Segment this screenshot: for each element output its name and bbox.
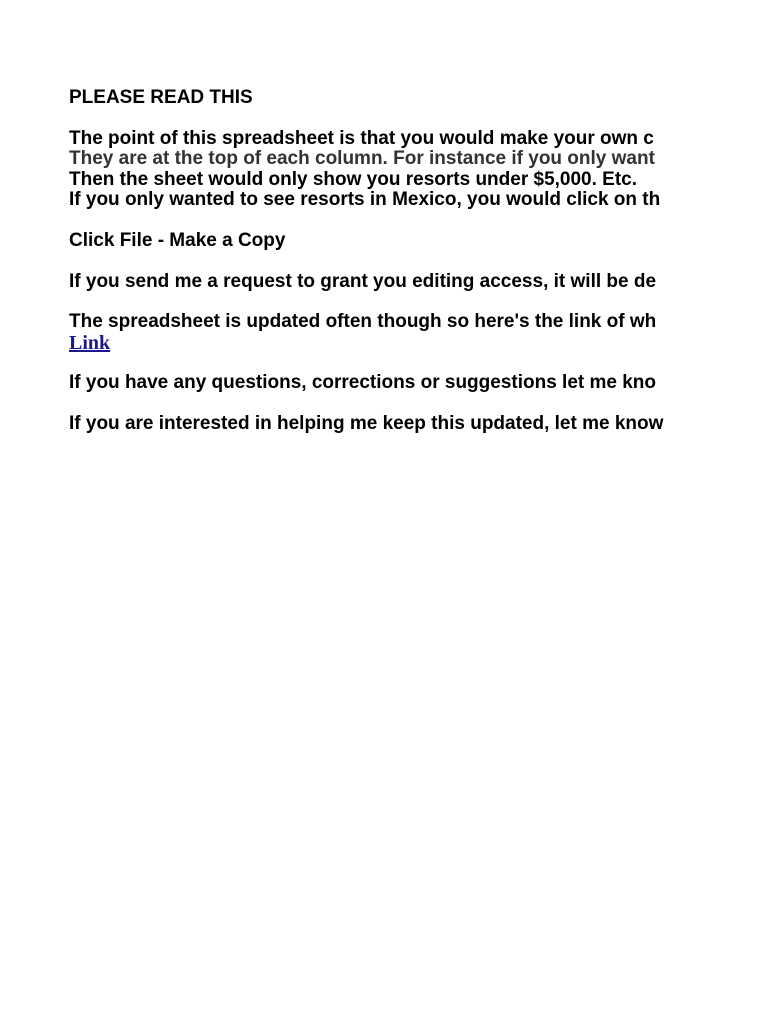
helping-note: If you are interested in helping me keep this updated, let me know: [69, 414, 664, 435]
paragraph-line: The point of this spreadsheet is that you would make your own c: [69, 128, 654, 149]
editing-note: If you send me a request to grant you editing access, it will be de: [69, 271, 657, 292]
spreadsheet-link[interactable]: Link: [69, 332, 111, 354]
spacer: [69, 394, 684, 414]
spacer: [69, 210, 684, 230]
questions-note: If you have any questions, corrections or suggestions let me kno: [69, 373, 657, 394]
paragraph-line: They are at the top of each column. For instance if you only want: [69, 149, 655, 170]
spacer: [69, 251, 684, 271]
link-line: [69, 333, 684, 353]
spacer: [69, 353, 684, 373]
spacer: [69, 292, 684, 312]
paragraph-line: If you only wanted to see resorts in Mexico, you would click on th: [69, 189, 661, 210]
document-body: [69, 88, 684, 435]
paragraph-line: Then the sheet would only show you resorts under $5,000. Etc.: [69, 169, 638, 190]
heading: PLEASE READ THIS: [69, 88, 253, 108]
updated-note: The spreadsheet is updated often though so here's the link of wh: [69, 312, 657, 333]
copy-instruction: Click File - Make a Copy: [69, 230, 286, 251]
spacer: [69, 108, 684, 128]
